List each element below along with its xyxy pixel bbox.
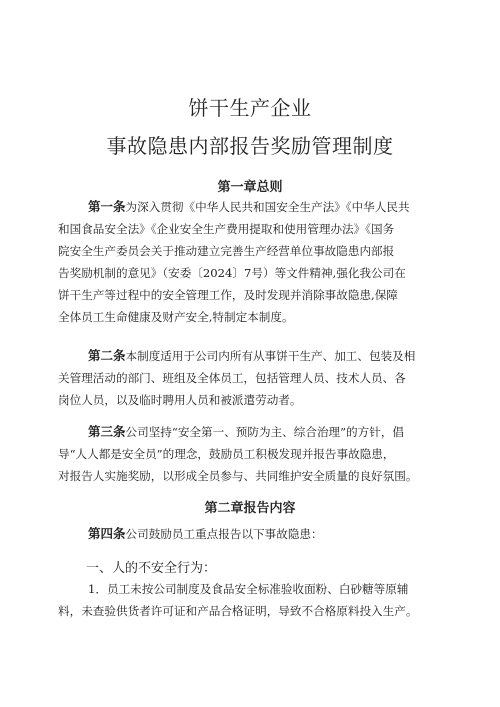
article-1-line-5: 饼干生产等过程中的安全管理工作，及时发现并消除事故隐患,保障: [58, 288, 398, 302]
article-2-line-3: 岗位人员，以及临时聘用人员和被派遣劳动者。: [58, 393, 302, 407]
article-1: [58, 196, 462, 328]
article-3-line-1: [58, 421, 462, 443]
document-title-line1: 饼干生产企业: [188, 96, 312, 120]
article-1-line-2: 和国食品安全法》《企业安全生产费用提取和使用管理办法》《国务: [58, 222, 395, 236]
article-1-line-4: 告奖励机制的意见》（安委〔2024〕7号）等文件精神,强化我公司在: [58, 266, 406, 280]
article-2-line-2: 关管理活动的部门、班组及全体员工，包括管理人员、技术人员、各: [58, 371, 406, 385]
document-title-line2: 事故隐患内部报告奖励管理制度: [106, 134, 394, 158]
article-1-line-6: 全体员工生命健康及财产安全,特制定本制度。: [58, 310, 294, 324]
article-2-lead: 第二条: [88, 348, 126, 363]
article-1-line-3: 院安全生产委员会关于推动建立完善生产经营单位事故隐患内部报: [58, 244, 395, 258]
article-4-lead: 第四条: [88, 526, 126, 541]
chapter-heading-2: 第二章报告内容: [204, 501, 296, 516]
item-1-line-1: 1．员工未按公司制度及食品安全标准验收面粉、白砂糖等原辅: [88, 582, 409, 596]
article-4-text-1: 公司鼓励员工重点报告以下事故隐患：: [125, 527, 323, 541]
article-2: [58, 345, 462, 411]
article-4-line-1: [58, 523, 462, 545]
article-3-text-1: 公司坚持“安全第一、预防为主、综合治理”的方针，倡: [125, 425, 405, 439]
article-3-line-2: 导“人人都是安全员”的理念，鼓励员工积极发现并报告事故隐患，: [58, 447, 395, 461]
article-2-text-1: 本制度适用于公司内所有从事饼干生产、加工、包装及相: [125, 349, 416, 363]
article-3-line-3: 对报告人实施奖励，以形成全员参与、共同维护安全质量的良好氛围。: [58, 469, 418, 483]
article-1-text-1: 为深入贯彻《中华人民共和国安全生产法》《中华人民共: [125, 200, 410, 214]
item-1: [58, 578, 462, 622]
section-heading-1: 一、人的不安全行为：: [86, 561, 217, 576]
article-4: [58, 523, 462, 545]
article-1-lead: 第一条: [88, 199, 126, 214]
article-2-line-1: [58, 345, 462, 367]
article-1-line-1: [58, 196, 462, 218]
article-3: [58, 421, 462, 487]
chapter-heading-1: 第一章总则: [217, 180, 283, 195]
article-3-lead: 第三条: [88, 424, 126, 439]
item-1-line-2: 料，未查验供货者许可证和产品合格证明，导致不合格原料投入生产。: [58, 604, 418, 618]
